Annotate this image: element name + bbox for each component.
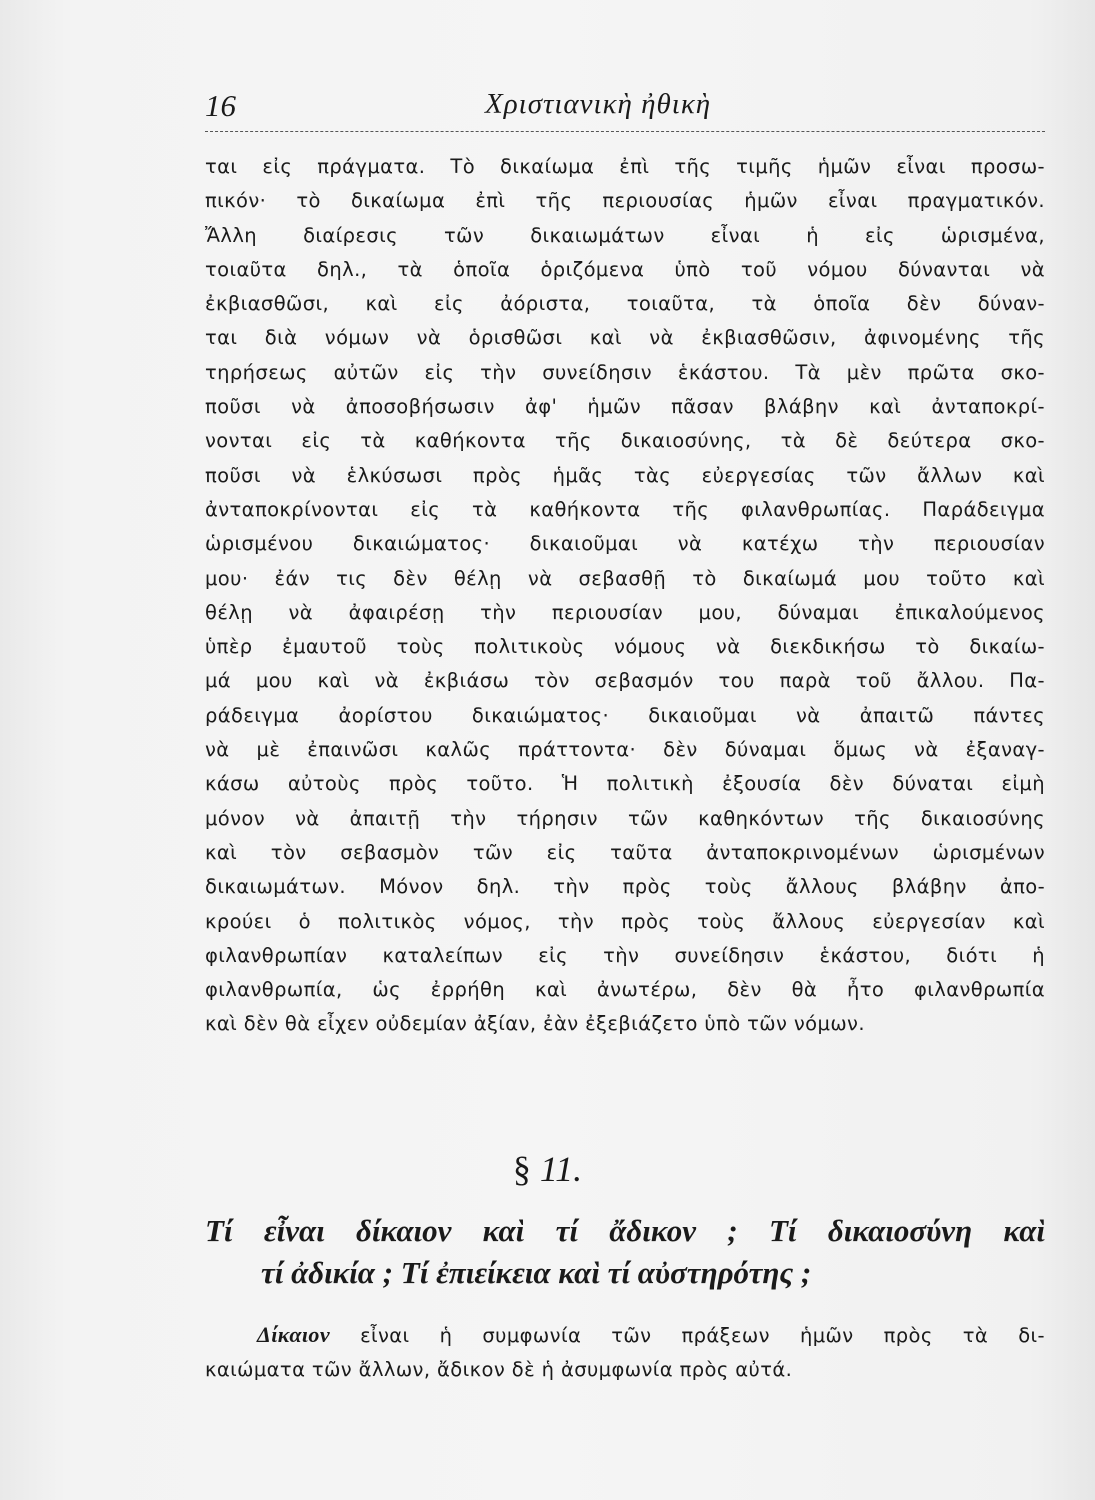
- text-line: κρούει ὁ πολιτικὸς νόμος, τὴν πρὸς τοὺς ἄλλους εὐεργεσίαν καὶ: [205, 909, 1045, 933]
- text-line: Ἄλλη διαίρεσις τῶν δικαιωμάτων εἶναι ἡ εἰς ὡρισμένα,: [205, 223, 1045, 247]
- section-number-value: 11.: [539, 1149, 583, 1189]
- text-line: ποῦσι νὰ ἑλκύσωσι πρὸς ἡμᾶς τὰς εὐεργεσίας τῶν ἄλλων καὶ: [205, 463, 1045, 487]
- text-line: φιλανθρωπίαν καταλείπων εἰς τὴν συνείδησιν ἑκάστου, διότι ἡ: [205, 943, 1045, 967]
- text-line: ράδειγμα ἀορίστου δικαιώματος· δικαιοῦμαι νὰ ἀπαιτῶ πάντες: [205, 703, 1045, 727]
- text-line: ποῦσι νὰ ἀποσοβήσωσιν ἀφ' ἡμῶν πᾶσαν βλάβην καὶ ἀνταποκρί-: [205, 395, 1045, 419]
- text-line: μά μου καὶ νὰ ἐκβιάσω τὸν σεβασμόν του παρὰ τοῦ ἄλλου. Πα-: [205, 669, 1045, 693]
- definition-line-1-text: εἶναι ἡ συμφωνία τῶν πράξεων ἡμῶν πρὸς τὰ δι-: [360, 1324, 1045, 1347]
- text-line: καὶ δὲν θὰ εἶχεν οὐδεμίαν ἀξίαν, ἐὰν ἐξεβιάζετο ὑπὸ τῶν νόμων.: [205, 1012, 865, 1036]
- text-line: τηρήσεως αὐτῶν εἰς τὴν συνείδησιν ἑκάστου. Τὰ μὲν πρῶτα σκο-: [205, 360, 1045, 384]
- section-symbol: §: [512, 1149, 531, 1189]
- section-heading: [205, 1210, 1045, 1294]
- text-line: καὶ τὸν σεβασμὸν τῶν εἰς ταῦτα ἀνταποκρινομένων ὡρισμένων: [205, 840, 1045, 864]
- text-line: ἐκβιασθῶσι, καὶ εἰς ἀόριστα, τοιαῦτα, τὰ ὁποῖα δὲν δύναν-: [205, 292, 1045, 316]
- text-line: μου· ἐάν τις δὲν θέλῃ νὰ σεβασθῇ τὸ δικαίωμά μου τοῦτο καὶ: [205, 566, 1045, 590]
- text-line: ται διὰ νόμων νὰ ὁρισθῶσι καὶ νὰ ἐκβιασθῶσιν, ἀφινομένης τῆς: [205, 326, 1045, 350]
- text-line: ὡρισμένου δικαιώματος· δικαιοῦμαι νὰ κατέχω τὴν περιουσίαν: [205, 532, 1045, 556]
- heading-line-1: Τί εἶναι δίκαιον καὶ τί ἄδικον ; Τί δικαιοσύνη καὶ: [205, 1213, 1045, 1248]
- text-line: ἀνταποκρίνονται εἰς τὰ καθήκοντα τῆς φιλανθρωπίας. Παράδειγμα: [205, 497, 1045, 521]
- body-paragraph: [205, 150, 1045, 1042]
- text-line: φιλανθρωπία, ὡς ἐρρήθη καὶ ἀνωτέρω, δὲν θὰ ἦτο φιλανθρωπία: [205, 978, 1045, 1002]
- text-line: νονται εἰς τὰ καθήκοντα τῆς δικαιοσύνης, τὰ δὲ δεύτερα σκο-: [205, 429, 1045, 453]
- section-number: [0, 1148, 1095, 1190]
- text-line: τοιαῦτα δηλ., τὰ ὁποῖα ὁριζόμενα ὑπὸ τοῦ νόμου δύνανται νὰ: [205, 257, 1045, 281]
- page-header: [205, 88, 1045, 128]
- heading-line-2: τί ἀδικία ; Τί ἐπιείκεια καὶ τί αὐστηρότης ;: [261, 1255, 812, 1290]
- text-line: μόνον νὰ ἀπαιτῇ τὴν τήρησιν τῶν καθηκόντων τῆς δικαιοσύνης: [205, 806, 1045, 830]
- definition-line-2: καιώματα τῶν ἄλλων, ἄδικον δὲ ἡ ἀσυμφωνία πρὸς αὐτά.: [205, 1358, 793, 1381]
- definition-line-1: [205, 1318, 1045, 1353]
- text-line: πικόν· τὸ δικαίωμα ἐπὶ τῆς περιουσίας ἡμῶν εἶναι πραγματικόν.: [205, 189, 1045, 213]
- text-line: ται εἰς πράγματα. Τὸ δικαίωμα ἐπὶ τῆς τιμῆς ἡμῶν εἶναι προσω-: [205, 155, 1045, 178]
- text-line: ὑπὲρ ἐμαυτοῦ τοὺς πολιτικοὺς νόμους νὰ διεκδικήσω τὸ δικαίω-: [205, 635, 1045, 659]
- definition-paragraph: [205, 1318, 1045, 1387]
- definition-term: Δίκαιον: [257, 1322, 330, 1347]
- text-line: νὰ μὲ ἐπαινῶσι καλῶς πράττοντα· δὲν δύναμαι ὅμως νὰ ἐξαναγ-: [205, 738, 1045, 762]
- header-divider: [205, 131, 1045, 132]
- text-line: κάσω αὐτοὺς πρὸς τοῦτο. Ἡ πολιτικὴ ἐξουσία δὲν δύναται εἰμὴ: [205, 772, 1045, 796]
- text-line: δικαιωμάτων. Μόνον δηλ. τὴν πρὸς τοὺς ἄλλους βλάβην ἀπο-: [205, 875, 1045, 899]
- page-number: 16: [205, 88, 236, 123]
- text-line: θέλῃ νὰ ἀφαιρέσῃ τὴν περιουσίαν μου, δύναμαι ἐπικαλούμενος: [205, 600, 1045, 624]
- running-title: Χριστιανικὴ ἠθικὴ: [485, 88, 712, 120]
